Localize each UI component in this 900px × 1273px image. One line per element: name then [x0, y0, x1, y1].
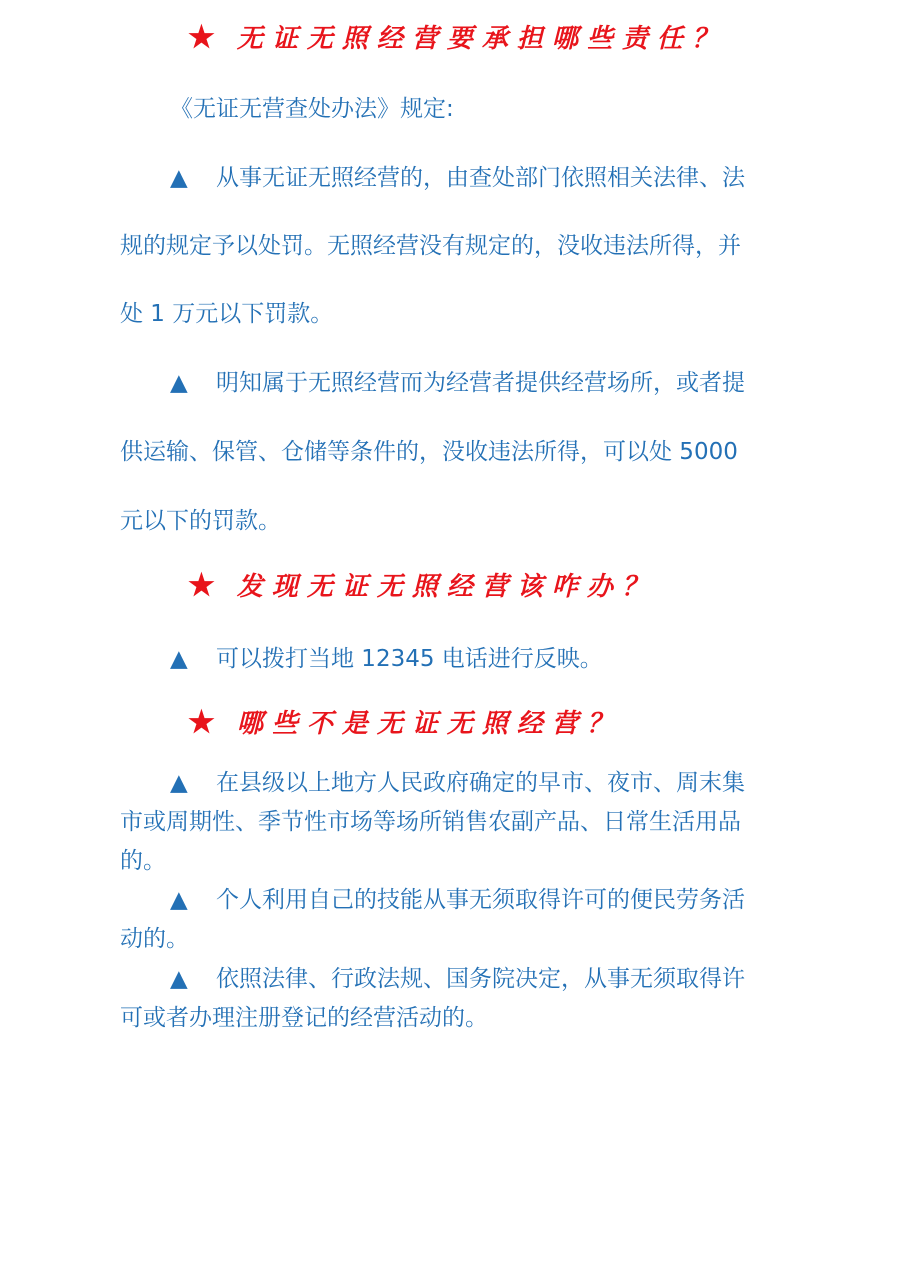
star-icon: ★: [188, 20, 215, 55]
section-3-bullet-2-line-1: [170, 884, 780, 916]
section-1-bullet-2-line-3: 元以下的罚款。: [120, 508, 281, 534]
section-1-heading: [188, 20, 727, 57]
section-1-bullet-2-line-1: [170, 367, 780, 399]
section-3-title: 哪些不是无证无照经营？: [236, 709, 622, 739]
section-1-bullet-1-line-1: [170, 162, 780, 194]
paragraph-text: 明知属于无照经营而为经营者提供经营场所，或者提: [216, 370, 745, 396]
section-3-bullet-3-line-2: 可或者办理注册登记的经营活动的。: [120, 1005, 488, 1031]
star-icon: ★: [188, 568, 215, 603]
triangle-bullet-icon: ▲: [170, 646, 188, 672]
triangle-bullet-icon: ▲: [170, 887, 188, 913]
triangle-bullet-icon: ▲: [170, 770, 188, 796]
section-2-bullet-1: [170, 643, 780, 675]
section-1-bullet-1-line-3: 处 1 万元以下罚款。: [120, 301, 334, 327]
section-3-bullet-3-line-1: [170, 963, 780, 995]
section-2-heading: [188, 568, 657, 605]
triangle-bullet-icon: ▲: [170, 966, 188, 992]
triangle-bullet-icon: ▲: [170, 370, 188, 396]
section-3-bullet-1-line-2: 市或周期性、季节性市场等场所销售农副产品、日常生活用品: [120, 809, 741, 835]
section-3-bullet-1-line-3: 的。: [120, 848, 166, 874]
star-icon: ★: [188, 705, 215, 740]
paragraph-text: 依照法律、行政法规、国务院决定，从事无须取得许: [216, 966, 745, 992]
section-3-heading: [188, 705, 622, 742]
section-1-bullet-1-line-2: 规的规定予以处罚。无照经营没有规定的，没收违法所得，并: [120, 233, 741, 259]
section-2-title: 发现无证无照经营该咋办？: [236, 572, 657, 602]
paragraph-text: 从事无证无照经营的，由查处部门依照相关法律、法: [216, 165, 745, 191]
section-1-intro: 《无证无营查处办法》规定:: [170, 96, 454, 122]
paragraph-text: 个人利用自己的技能从事无须取得许可的便民劳务活: [216, 887, 745, 913]
section-1-title: 无证无照经营要承担哪些责任？: [236, 24, 727, 54]
paragraph-text: 可以拨打当地 12345 电话进行反映。: [216, 646, 603, 672]
section-1-bullet-2-line-2: 供运输、保管、仓储等条件的，没收违法所得，可以处 5000: [120, 439, 738, 465]
paragraph-text: 在县级以上地方人民政府确定的早市、夜市、周末集: [216, 770, 745, 796]
triangle-bullet-icon: ▲: [170, 165, 188, 191]
section-3-bullet-2-line-2: 动的。: [120, 926, 189, 952]
section-3-bullet-1-line-1: [170, 767, 780, 799]
